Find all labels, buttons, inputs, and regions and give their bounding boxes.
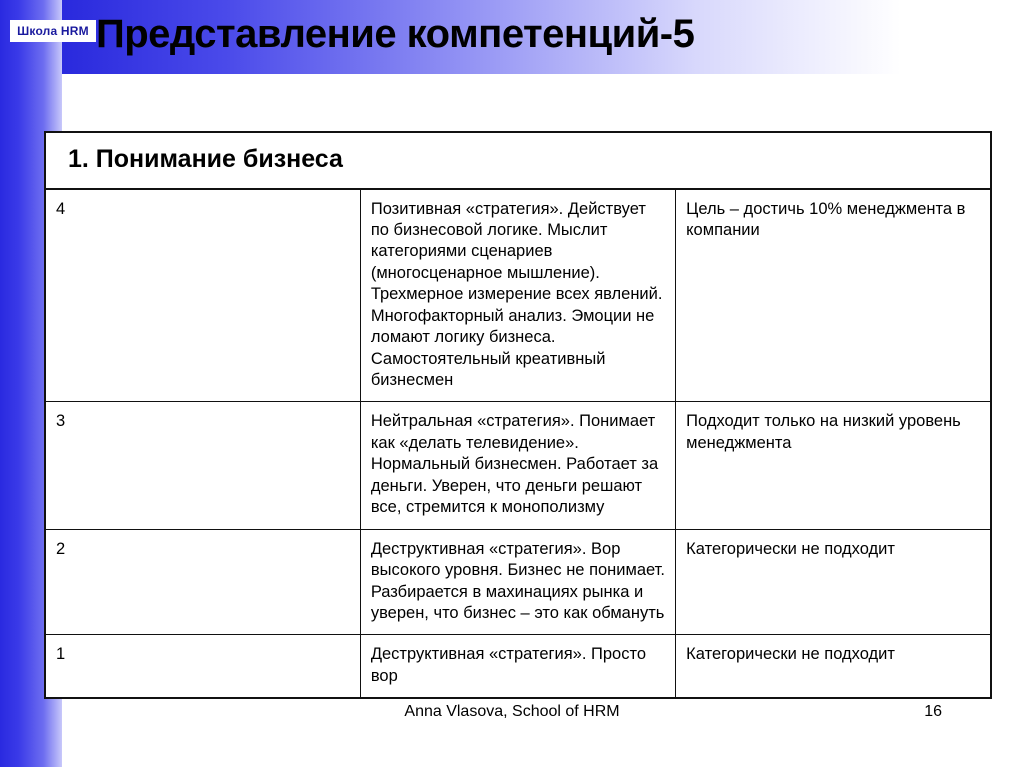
- row-score: 1: [45, 635, 360, 698]
- row-description: Деструктивная «стратегия». Вор высокого уровня. Бизнес не понимает. Разбирается в махинациях рынка и уверен, что бизнес – это как обмануть: [360, 529, 675, 635]
- table-row: [45, 402, 991, 529]
- table-row: [45, 189, 991, 402]
- row-note: Цель – достичь 10% менеджмента в компании: [676, 189, 991, 402]
- footer-author: Anna Vlasova, School of HRM: [404, 703, 620, 720]
- row-description: Нейтральная «стратегия». Понимает как «делать телевидение». Нормальный бизнесмен. Работает за деньги. Уверен, что деньги решают все, стремится к монополизму: [360, 402, 675, 529]
- footer-page-number: 16: [924, 703, 942, 720]
- logo-label: Школа HRM: [17, 24, 89, 38]
- row-score: 4: [45, 189, 360, 402]
- slide-footer: [0, 703, 1024, 733]
- table-header-row: [45, 132, 991, 189]
- row-note: Категорически не подходит: [676, 529, 991, 635]
- row-score: 3: [45, 402, 360, 529]
- table-header-label: 1. Понимание бизнеса: [45, 132, 991, 189]
- competency-table-container: [44, 131, 992, 699]
- row-score: 2: [45, 529, 360, 635]
- row-description: Деструктивная «стратегия». Просто вор: [360, 635, 675, 698]
- competency-table: [44, 131, 992, 699]
- logo: [10, 20, 96, 42]
- row-description: Позитивная «стратегия». Действует по бизнесовой логике. Мыслит категориями сценариев (многосценарное мышление). Трехмерное измерение всех явлений. Многофакторный анализ. Эмоции не ломают логику бизнеса. Самостоятельный креативный бизнесмен: [360, 189, 675, 402]
- row-note: Подходит только на низкий уровень менеджмента: [676, 402, 991, 529]
- row-note: Категорически не подходит: [676, 635, 991, 698]
- table-row: [45, 635, 991, 698]
- table-row: [45, 529, 991, 635]
- page-title: Представление компетенций-5: [96, 12, 695, 56]
